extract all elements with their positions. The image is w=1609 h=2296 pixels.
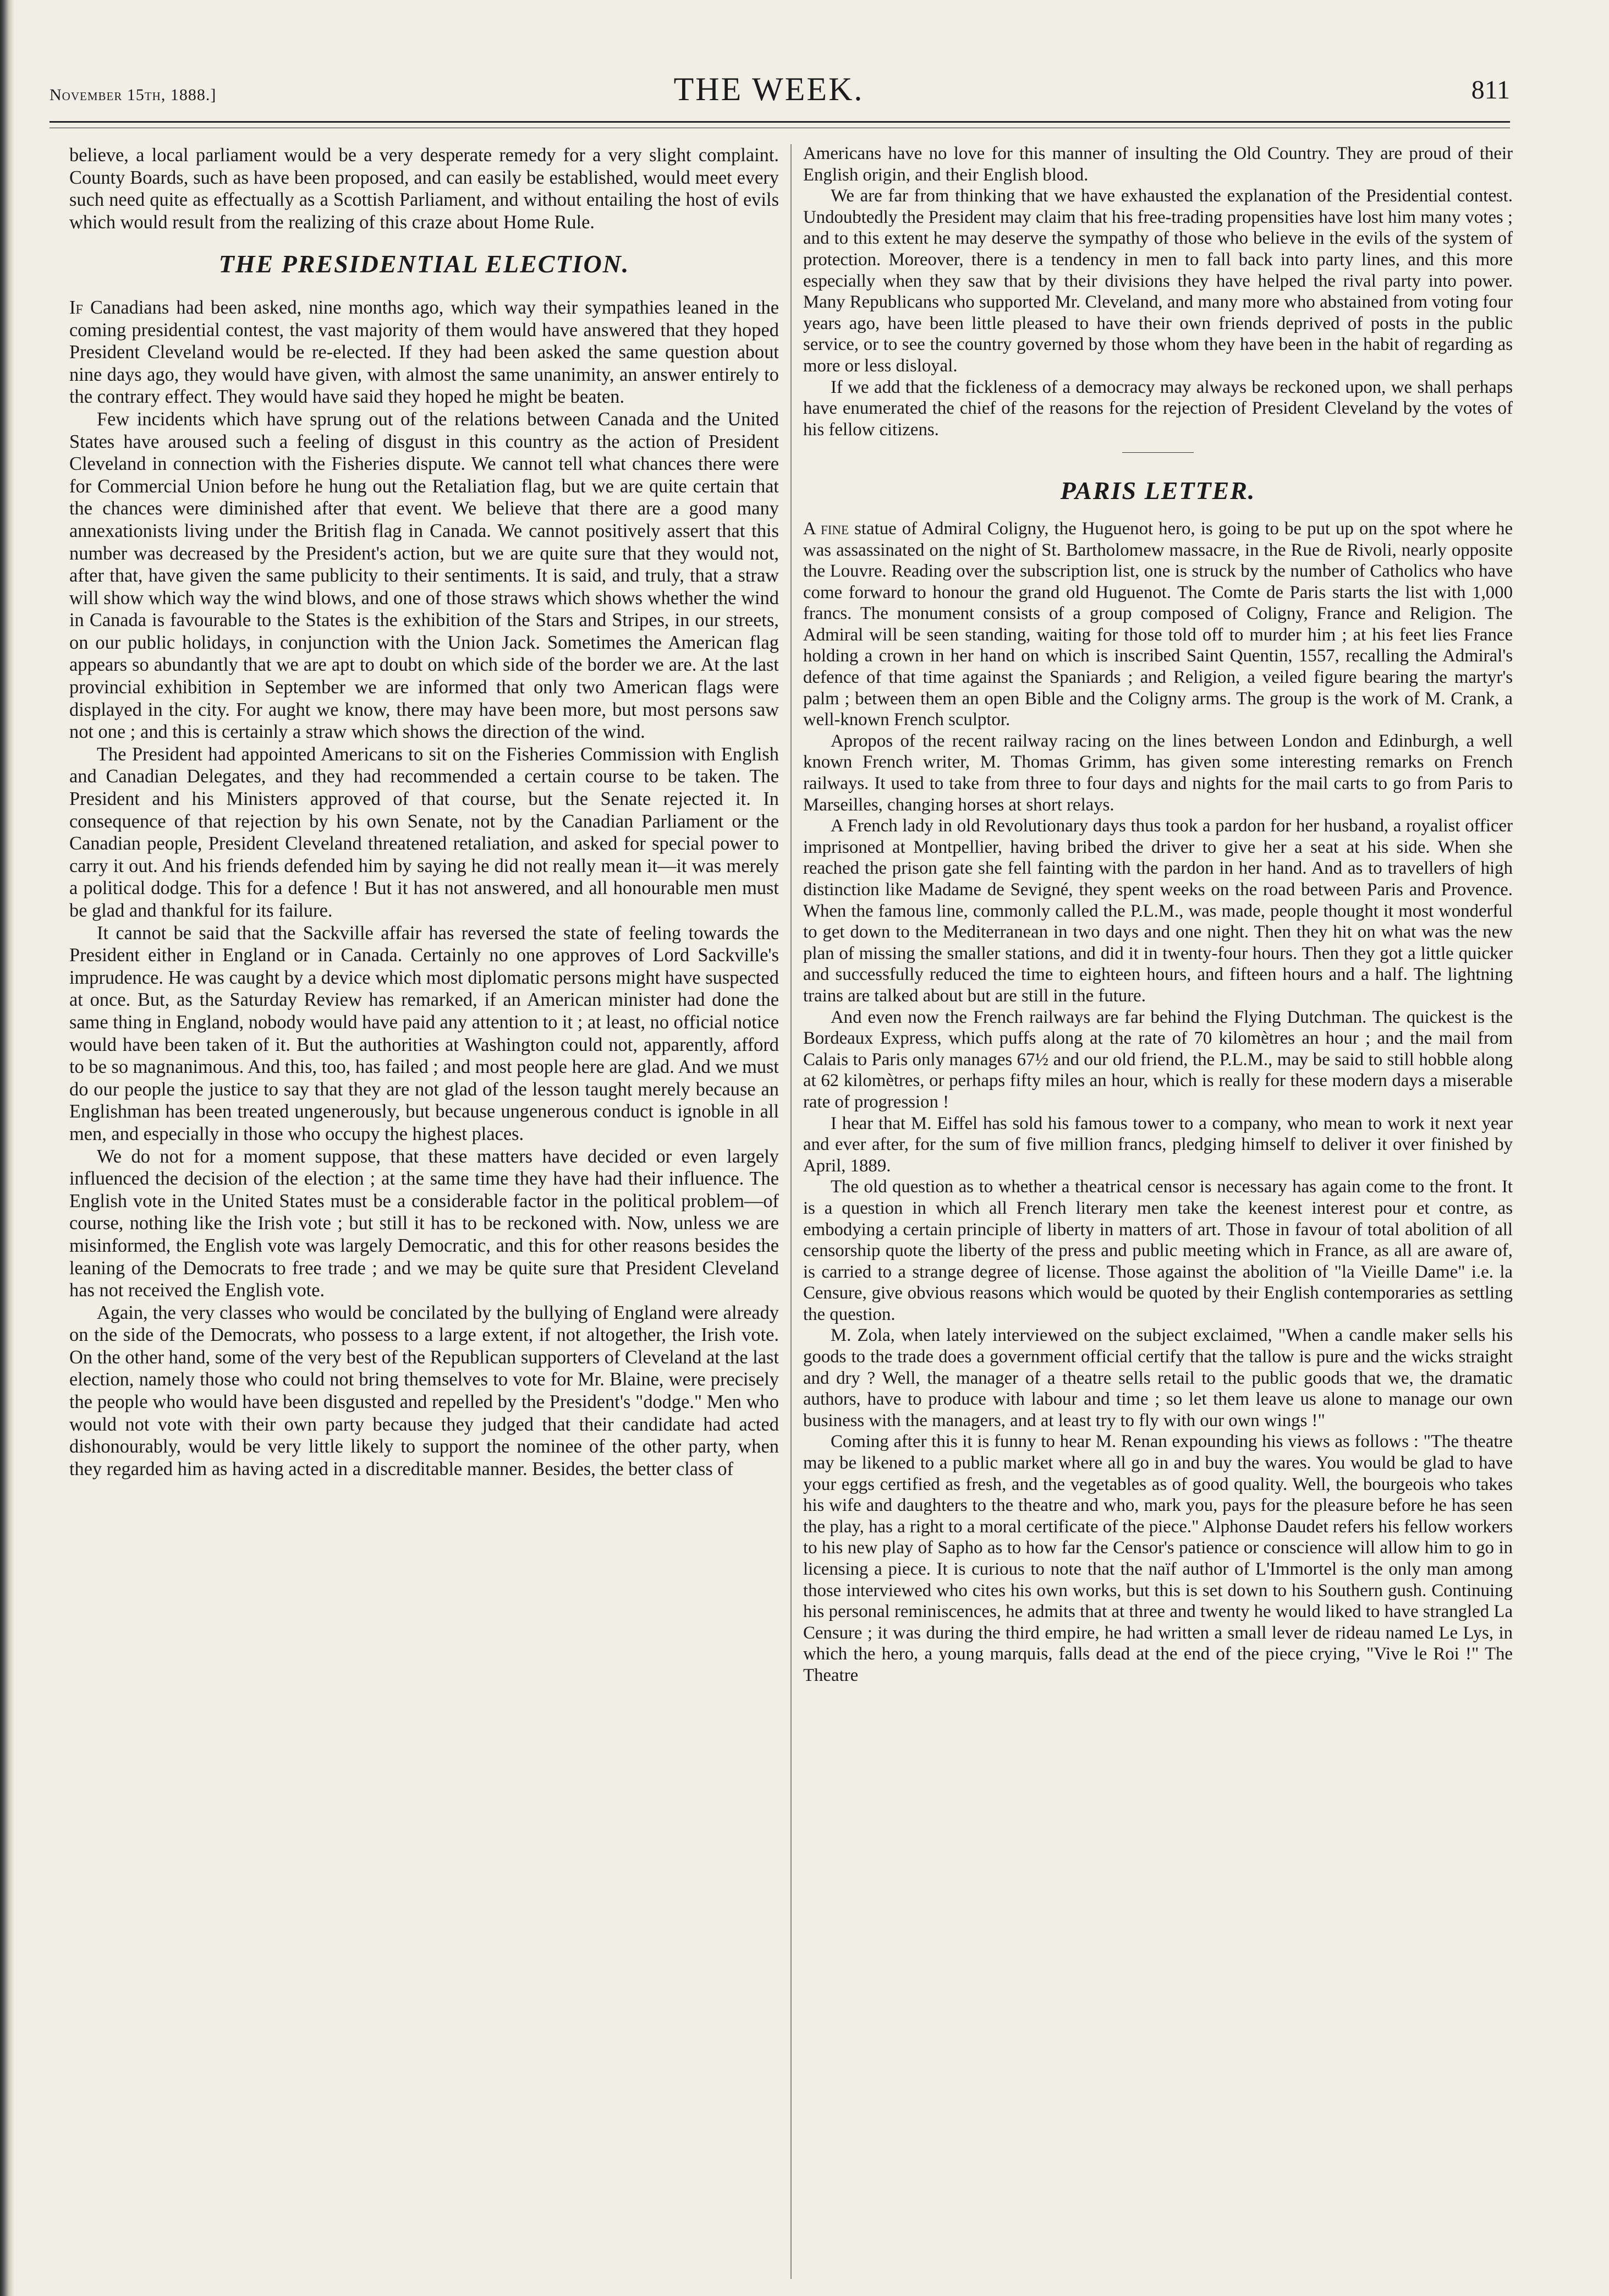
right-column xyxy=(803,143,1513,1686)
page-header xyxy=(50,67,1510,122)
left-column xyxy=(69,144,779,1480)
page-number: 811 xyxy=(1471,75,1510,105)
continued-paragraph: believe, a local parliament would be a very desperate remedy for a very slight complaint. County Boards, such as have been proposed, and can easily be established, would meet every such need quite as effectually as a Scottish Parliament, and without entailing the host of evils which would result from the realizing of this craze about Home Rule. xyxy=(69,145,779,233)
article-paragraph: We are far from thinking that we have exhausted the explanation of the Presidential contest. Undoubtedly the President may claim that his free-trading propensities have lost him many votes ; and to this extent he may deserve the sympathy of those who believe in the evils of the system of protection. Moreover, there is a tendency in men to fall back into party lines, and this more especially when they saw that by their divisions they have helped the rival party into power. Many Republicans who supported Mr. Cleveland, and many more who abstained from voting four years ago, have been little pleased to have their own friends deprived of posts in the public service, or to see the country governed by those whom they have been in the habit of regarding as more or less disloyal. xyxy=(803,186,1513,376)
article-paragraph: M. Zola, when lately interviewed on the subject exclaimed, "When a candle maker sells his goods to the trade does a government official certify that the tallow is pure and the wicks straight and dry ? Well, the manager of a theatre sells retail to the public goods that we, the dramatic authors, have to produce with labour and time ; so let them leave us alone to manage our own business with the managers, and at least try to fly with our own wings !" xyxy=(803,1325,1513,1431)
article-paragraph: The old question as to whether a theatrical censor is necessary has again come to the front. It is a question in which all French literary men take the keenest interest pour et contre, as embodying a certain principle of liberty in matters of art. Those in favour of total abolition of all censorship quote the liberty of the press and public meeting which in France, as all are aware of, is carried to a strange degree of license. Those against the abolition of "la Vieille Dame" i.e. la Censure, give obvious reasons which would be quoted by their English contemporaries as settling the question. xyxy=(803,1177,1513,1324)
article-paragraph: I hear that M. Eiffel has sold his famous tower to a company, who mean to work it next year and ever after, for the sum of five million francs, pledging himself to deliver it over finished by April, 1889. xyxy=(803,1113,1513,1176)
lead-word: If xyxy=(69,297,83,318)
article-paragraph: Apropos of the recent railway racing on the lines between London and Edinburgh, a well known French writer, M. Thomas Grimm, has given some interesting remarks on French railways. It used to take from three to four days and nights for the mail carts to go from Paris to Marseilles, changing horses at short relays. xyxy=(803,731,1513,815)
article-paragraph: Coming after this it is funny to hear M. Renan expounding his views as follows : "The theatre may be likened to a public market where all go in and buy the wares. You would be glad to have your eggs certified as fresh, and the vegetables as of good quality. Well, the bourgeois who takes his wife and daughters to the theatre and who, mark you, pays for the pleasure before he has seen the play, has a right to a moral certificate of the piece." Alphonse Daudet refers his fellow workers to his new play of Sapho as to how far the Censor's patience or conscience will allow him to go in licensing a piece. It is curious to note that the naïf author of L'Immortel is the only man among those interviewed who cites his own works, but this is set down to his Southern gush. Continuing his personal reminiscences, he admits that at three and twenty he would liked to have strangled La Censure ; it was during the third empire, he had written a small lever de rideau named Le Lys, in which the hero, a young marquis, falls dead at the end of the piece crying, "Vive le Roi !" The Theatre xyxy=(803,1432,1513,1685)
article-paragraph xyxy=(803,518,1513,731)
paragraph-text: statue of Admiral Coligny, the Huguenot hero, is going to be put up on the spot where he was assassinated on the night of St. Bartholomew massacre, in the Rue de Rivoli, nearly opposite the Louvre. Reading over the subscription list, one is struck by the number of Catholics who have come forward to honour the grand old Huguenot. The Comte de Paris starts the list with 1,000 francs. The monument consists of a group composed of Coligny, France and Religion. The Admiral will be seen standing, waiting for those told off to murder him ; at his feet lies France holding a crown in her hand on which is inscribed Saint Quentin, 1557, recalling the Admiral's defence of that time against the Spaniards ; and Religion, a veiled figure bearing the martyr's palm ; between them an open Bible and the Coligny arms. The group is the work of M. Crank, a well-known French sculptor. xyxy=(803,518,1513,730)
article-paragraph: Few incidents which have sprung out of the relations between Canada and the United States have aroused such a feeling of disgust in this country as the action of President Cleveland in connection with the Fisheries dispute. We cannot tell what chances there were for Commercial Union before he hung out the Retaliation flag, but we are quite certain that the chances were diminished after that event. We believe that there are a good many annexationists living under the British flag in Canada. We cannot positively assert that this number was decreased by the President's action, but we are quite sure that they would not, after that, have given the same publicity to their sentiments. It is said, and truly, that a straw will show which way the wind blows, and one of those straws which shows whether the wind in Canada is favourable to the States is the exhibition of the Stars and Stripes, in our streets, on our public holidays, in conjunction with the Union Jack. Sometimes the American flag appears so abundantly that we are apt to doubt on which side of the border we are. At the last provincial exhibition in September we are informed that only two American flags were displayed in the city. For aught we know, there may have been more, but most persons saw not one ; and this is certainly a straw which shows the direction of the wind. xyxy=(69,408,779,743)
continued-paragraph: Americans have no love for this manner of insulting the Old Country. They are proud of their English origin, and their English blood. xyxy=(803,144,1513,185)
article-paragraph: And even now the French railways are far behind the Flying Dutchman. The quickest is the Bordeaux Express, which puffs along at the rate of 70 kilomètres an hour ; and the mail from Calais to Paris only manages 67½ and our old friend, the P.L.M., may be said to still hobble along at 62 kilomètres, or perhaps fifty miles an hour, which is really for these modern days a miserable rate of progression ! xyxy=(803,1007,1513,1112)
section-separator xyxy=(1122,452,1194,453)
binding-edge xyxy=(0,0,14,2296)
section-title-presidential-election: THE PRESIDENTIAL ELECTION. xyxy=(218,250,630,278)
article-paragraph: Again, the very classes who would be concilated by the bullying of England were already on the side of the Democrats, who possess to a large extent, if not altogether, the Irish vote. On the other hand, some of the very best of the Republican supporters of Cleveland at the last election, namely those who could not bring themselves to vote for Mr. Blaine, were precisely the people who would have been disgusted and repelled by the President's "dodge." Men who would not vote with their own party because they judged that their candidate had acted dishonourably, would be very little likely to support the nominee of the other party, when they regarded him as having acted in a discreditable manner. Besides, the better class of xyxy=(69,1302,779,1479)
article-paragraph: It cannot be said that the Sackville affair has reversed the state of feeling towards the President either in England or in Canada. Certainly no one approves of Lord Sackville's imprudence. He was caught by a device which most diplomatic persons might have suspected at once. But, as the Saturday Review has remarked, if an American minister had done the same thing in England, nobody would have paid any attention to it ; at least, no official notice would have been taken of it. But the authorities at Washington could not, apparently, afford to be so magnanimous. And this, too, has failed ; and most people here are glad. And we must do our people the justice to say that they are not glad of the lesson taught merely because an Englishman has been treated ungenerously, but because ungenerous conduct is ignoble in all men, and especially in those who occupy the highest places. xyxy=(69,922,779,1144)
column-divider xyxy=(790,144,792,2279)
issue-date: November 15th, 1888.] xyxy=(50,86,217,104)
lead-word: A fine xyxy=(803,518,849,539)
article-paragraph: If we add that the fickleness of a democracy may always be reckoned upon, we shall perhaps have enumerated the chief of the reasons for the rejection of President Cleveland by the votes of his fellow citizens. xyxy=(803,377,1513,440)
header-rule-thick xyxy=(50,121,1510,123)
publication-title: THE WEEK. xyxy=(673,71,864,107)
article-paragraph: We do not for a moment suppose, that these matters have decided or even largely influenced the decision of the election ; at the same time they have had their influence. The English vote in the United States must be a considerable factor in the political problem—of course, nothing like the Irish vote ; but still it has to be reckoned with. Now, unless we are misinformed, the English vote was largely Democratic, and this for other reasons besides the leaning of the Democrats to free trade ; and we may be quite sure that President Cleveland has not received the English vote. xyxy=(69,1146,779,1301)
article-paragraph: The President had appointed Americans to sit on the Fisheries Commission with English and Canadian Delegates, and they had recommended a certain course to be taken. The President and his Ministers approved of that course, but the Senate rejected it. In consequence of that rejection by his own Senate, not by the Canadian Parliament or the Canadian people, President Cleveland threatened retaliation, and asked for special power to carry it out. And his friends defended him by saying he did not really mean it—it was merely a political dodge. This for a defence ! But it has not answered, and all honourable men must be glad and thankful for its failure. xyxy=(69,743,779,921)
paragraph-text: Canadians had been asked, nine months ago, which way their sympathies leaned in the coming presidential contest, the vast majority of them would have answered that they hoped President Cleveland would be re-elected. If they had been asked the same question about nine days ago, they would have given, with almost the same unanimity, an answer entirely to the contrary effect. They would have said they hoped he might be beaten. xyxy=(69,297,779,408)
article-paragraph: A French lady in old Revolutionary days thus took a pardon for her husband, a royalist officer imprisoned at Montpellier, having bribed the driver to give her a seat at his side. When she reached the prison gate she fell fainting with the pardon in her hand. And as to travellers of high distinction like Madame de Sevigné, they spent weeks on the road between Paris and Provence. When the famous line, commonly called the P.L.M., was made, people thought it most wonderful to get down to the Mediterranean in two days and one night. Then they hit on what was the new plan of missing the smaller stations, and did it in twenty-four hours. Then they got a little quicker and successfully reduced the time to eighteen hours, and fifteen hours and a half. The lightning trains are talked about but are still in the future. xyxy=(803,816,1513,1006)
article-paragraph xyxy=(69,297,779,408)
section-title-paris-letter: PARIS LETTER. xyxy=(1060,476,1256,505)
